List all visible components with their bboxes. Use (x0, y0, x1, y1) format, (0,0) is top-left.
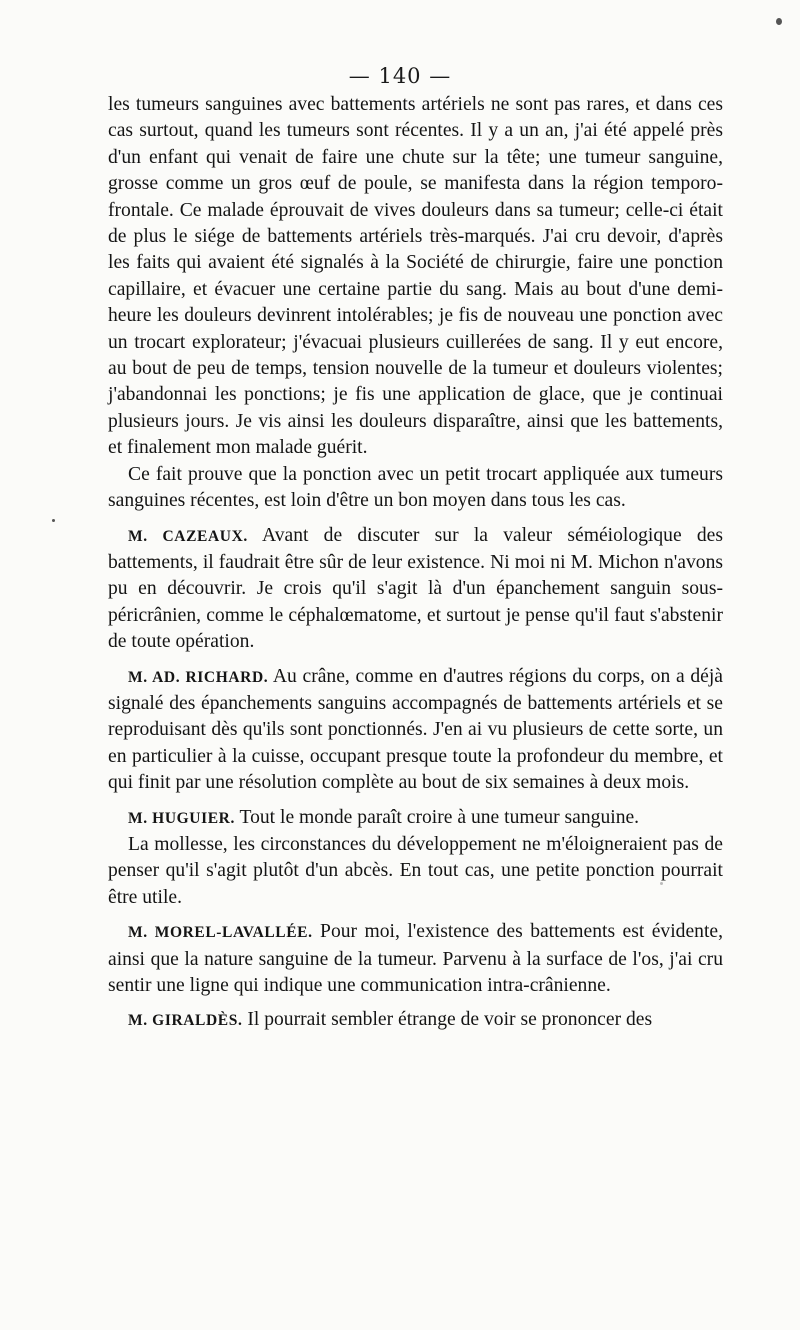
speaker-name: M. MOREL-LAVALLÉE. (128, 924, 313, 942)
paragraph-huguier (108, 805, 723, 832)
paragraph-1: les tumeurs sanguines avec battements artériels ne sont pas rares, et dans ces cas surtout, quand les tumeurs sont récentes. Il y a un an, j'ai été appelé près d'un enfant qui venait de faire une chute sur la tête; une tumeur sanguine, grosse comme un gros œuf de poule, se manifesta dans la région temporo-frontale. Ce malade éprouvait de vives douleurs dans sa tumeur; celle-ci était de plus le siége de battements artériels très-marqués. J'ai cru devoir, d'après les faits qui avaient été signalés à la Société de chirurgie, faire une ponction capillaire, et évacuer une certaine partie du sang. Mais au bout d'une demi-heure les douleurs devinrent intolérables; je fis de nouveau une ponction avec un trocart explorateur; j'évacuai plusieurs cuillerées de sang. Il y eut encore, au bout de peu de temps, tension nouvelle de la tumeur et douleurs violentes; j'abandonnai les ponctions; je fis une application de glace, que je continuai plusieurs jours. Je vis ainsi les douleurs disparaître, ainsi que les battements, et finalement mon malade guérit. (108, 94, 723, 459)
paragraph-morel-lavallee (108, 919, 723, 999)
speaker-text: Tout le monde paraît croire à une tumeur sanguine. (239, 806, 640, 828)
speaker-text: Avant de discuter sur la valeur séméiologique des battements, il faudrait être sûr de leur existence. Ni moi ni M. Michon n'avons pu en découvrir. Je crois qu'il s'agit là d'un épanchement sanguin sous-péricrânien, comme le céphalœmatome, et surtout je pense qu'il faut s'abstenir de toute opération. (108, 524, 724, 653)
paragraph-cazeaux (108, 523, 723, 656)
speaker-name: M. AD. RICHARD. (128, 668, 269, 686)
speaker-name: M. HUGUIER. (128, 809, 235, 827)
scan-speck (52, 519, 55, 522)
speaker-text: Pour moi, l'existence des battements est évidente, ainsi que la nature sanguine de la tumeur. Parvenu à la surface de l'os, j'ai cru sentir une ligne qui indique une communication intra-crânienne. (108, 921, 723, 996)
paragraph-giraldes (108, 1007, 723, 1034)
scan-speck (660, 882, 663, 885)
speaker-text: Il pourrait sembler étrange de voir se prononcer des (247, 1009, 653, 1031)
paragraph-richard (108, 664, 723, 797)
body-text (108, 92, 723, 1035)
page-number: — 140 — (348, 64, 452, 88)
paragraph-2: Ce fait prouve que la ponction avec un petit trocart appliquée aux tumeurs sanguines récentes, est loin d'être un bon moyen dans tous les cas. (108, 463, 723, 512)
scan-speck (776, 18, 782, 25)
speaker-name: M. GIRALDÈS. (128, 1012, 243, 1030)
speaker-name: M. CAZEAUX. (128, 527, 248, 545)
paragraph-huguier-continued: La mollesse, les circonstances du développement ne m'éloigneraient pas de penser qu'il s'agit plutôt d'un abcès. En tout cas, une petite ponction pourrait être utile. (108, 833, 723, 908)
speaker-text: Au crâne, comme en d'autres régions du corps, on a déjà signalé des épanchements sanguins accompagnés de battements artériels et se reproduisant dès qu'ils sont ponctionnés. J'en ai vu plusieurs de cette sorte, un en particulier à la cuisse, occupant presque toute la profondeur du membre, et qui finit par une résolution complète au bout de six semaines à deux mois. (108, 665, 724, 794)
